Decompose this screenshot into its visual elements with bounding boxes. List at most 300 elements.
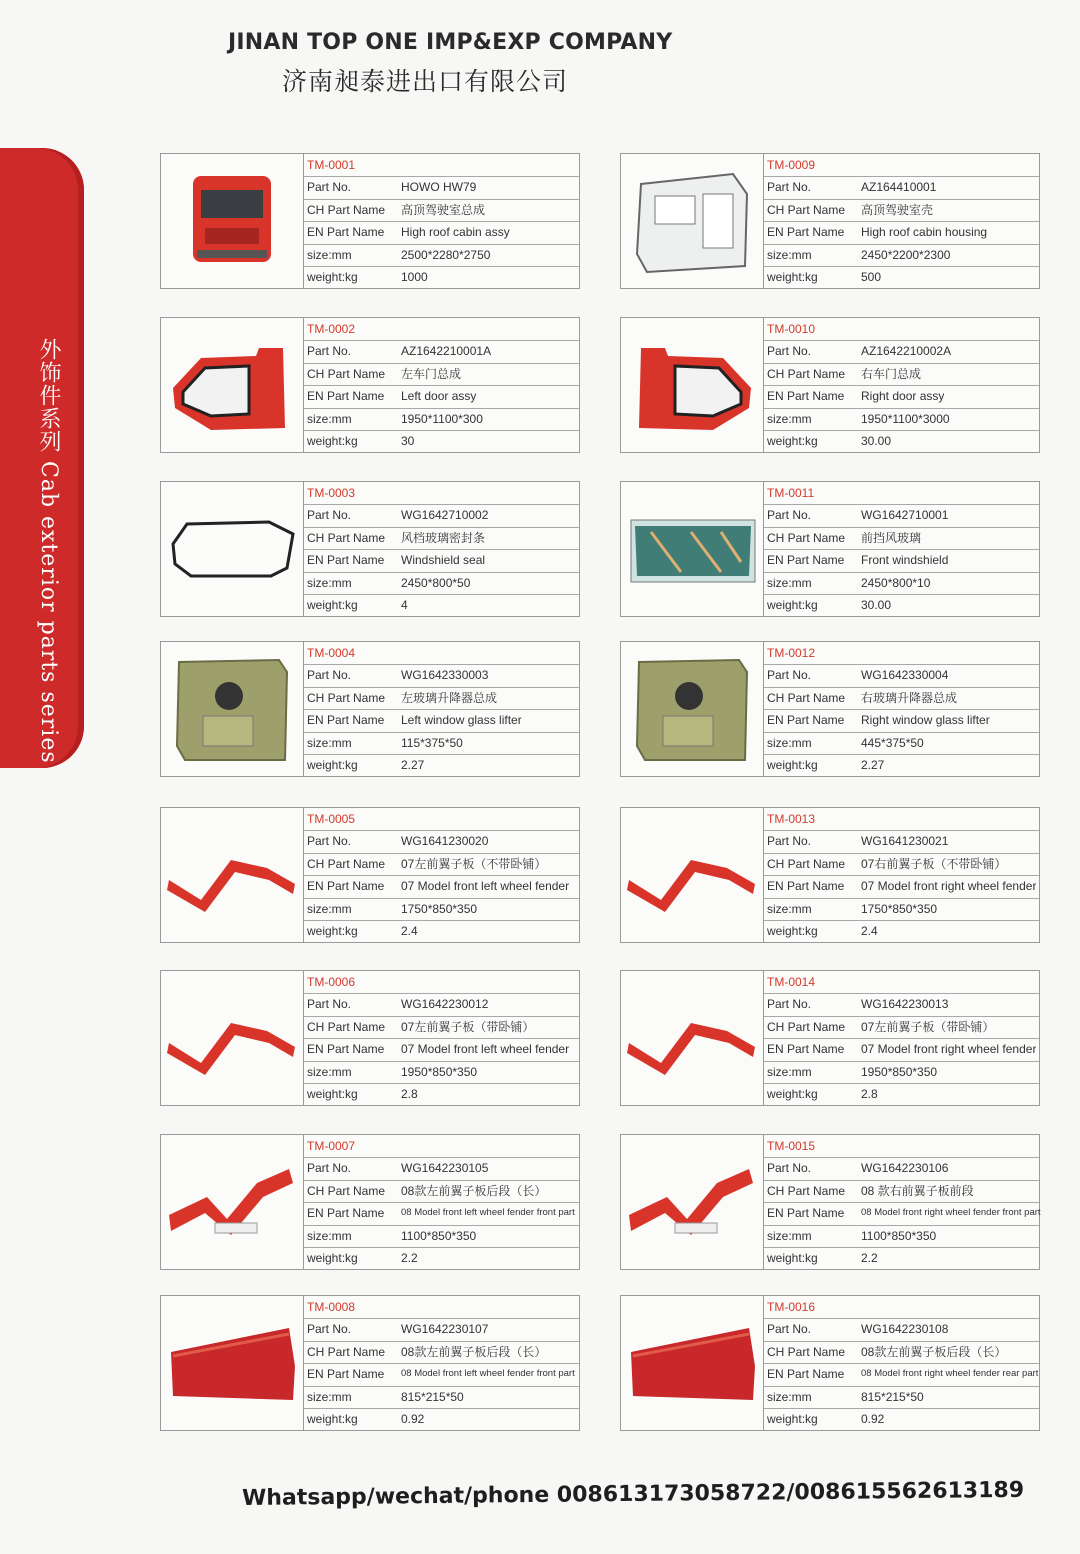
- spec-row: [304, 875, 579, 898]
- spec-value: 2.4: [401, 924, 418, 938]
- spec-value: 815*215*50: [861, 1389, 924, 1404]
- lifter-icon: [621, 642, 764, 776]
- part-code: TM-0007: [307, 1139, 356, 1153]
- spec-row: [764, 1061, 1039, 1084]
- spec-row: [764, 1038, 1039, 1061]
- left-door-icon: [161, 318, 304, 452]
- part-code-row: [304, 482, 579, 505]
- spec-label: CH Part Name: [307, 202, 386, 217]
- series-label: 外饰件系列 Cab exterior parts series: [36, 338, 61, 764]
- spec-label: CH Part Name: [307, 1344, 386, 1359]
- spec-row: [304, 527, 579, 550]
- fender-front-icon: [621, 1135, 764, 1269]
- part-spec-table: [764, 642, 1039, 776]
- spec-value: 1950*1100*3000: [861, 411, 950, 426]
- spec-row: [304, 1202, 579, 1225]
- seal-icon: [161, 482, 304, 616]
- spec-row: [304, 244, 579, 267]
- spec-row: [304, 920, 579, 942]
- part-code-row: [764, 642, 1039, 665]
- spec-value: AZ1642210001A: [401, 344, 492, 359]
- spec-label: Part No.: [307, 344, 352, 359]
- part-code-row: [304, 1135, 579, 1158]
- spec-label: size:mm: [307, 575, 352, 590]
- spec-value: High roof cabin assy: [401, 225, 510, 240]
- part-spec-table: [304, 1296, 579, 1430]
- spec-value: 07 Model front right wheel fender: [861, 1042, 1037, 1057]
- spec-row: [764, 898, 1039, 921]
- spec-value: WG1642230108: [861, 1322, 949, 1337]
- part-code: TM-0014: [767, 975, 816, 989]
- spec-row: [764, 853, 1039, 876]
- spec-row: [764, 664, 1039, 687]
- spec-value: AZ1642210002A: [861, 344, 952, 359]
- part-card: [160, 1295, 580, 1431]
- lifter-icon: [161, 642, 304, 776]
- spec-value: 500: [861, 270, 882, 284]
- part-code: TM-0011: [767, 486, 815, 500]
- spec-label: EN Part Name: [767, 225, 845, 240]
- spec-value: WG1641230020: [401, 834, 489, 849]
- part-code-row: [764, 154, 1039, 177]
- spec-label: size:mm: [307, 247, 352, 262]
- spec-value: 2.27: [861, 758, 885, 772]
- spec-label: CH Part Name: [307, 1019, 386, 1034]
- spec-value: 1100*850*350: [861, 1228, 937, 1243]
- part-spec-table: [764, 318, 1039, 452]
- part-code-row: [764, 482, 1039, 505]
- spec-value: 1950*1100*300: [401, 411, 483, 426]
- spec-row: [764, 709, 1039, 732]
- spec-value: 右车门总成: [861, 366, 922, 381]
- part-card: [620, 317, 1040, 453]
- spec-value: High roof cabin housing: [861, 225, 988, 240]
- spec-label: Part No.: [307, 834, 352, 849]
- spec-label: weight:kg: [767, 1412, 818, 1426]
- spec-row: [304, 732, 579, 755]
- spec-value: 07左前翼子板（带卧铺）: [401, 1019, 535, 1034]
- spec-label: weight:kg: [767, 1251, 818, 1265]
- spec-label: weight:kg: [307, 1087, 358, 1101]
- spec-row: [304, 385, 579, 408]
- spec-row: [764, 504, 1039, 527]
- spec-row: [304, 572, 579, 595]
- spec-label: EN Part Name: [307, 1367, 385, 1382]
- part-code: TM-0015: [767, 1139, 816, 1153]
- part-code: TM-0005: [307, 812, 356, 826]
- spec-row: [764, 1363, 1039, 1386]
- spec-label: size:mm: [767, 1228, 812, 1243]
- spec-row: [304, 363, 579, 386]
- part-spec-table: [764, 482, 1039, 616]
- part-code-row: [304, 971, 579, 994]
- spec-value: WG1641230021: [861, 834, 949, 849]
- spec-row: [764, 572, 1039, 595]
- spec-row: [764, 1318, 1039, 1341]
- spec-label: weight:kg: [307, 598, 358, 612]
- spec-label: CH Part Name: [767, 366, 846, 381]
- spec-label: EN Part Name: [767, 1206, 845, 1221]
- spec-row: [764, 687, 1039, 710]
- spec-label: CH Part Name: [307, 690, 386, 705]
- part-code-row: [764, 1296, 1039, 1319]
- spec-value: 815*215*50: [401, 1389, 464, 1404]
- spec-label: weight:kg: [307, 1251, 358, 1265]
- spec-row: [304, 898, 579, 921]
- spec-value: 2.4: [861, 924, 878, 938]
- part-card: [620, 481, 1040, 617]
- spec-label: Part No.: [307, 508, 352, 523]
- spec-row: [764, 549, 1039, 572]
- part-card: [160, 641, 580, 777]
- spec-value: WG1642710001: [861, 508, 949, 523]
- spec-row: [764, 430, 1039, 452]
- spec-value: 1950*850*350: [861, 1064, 938, 1079]
- spec-row: [764, 1386, 1039, 1409]
- spec-label: CH Part Name: [767, 690, 846, 705]
- spec-value: 0.92: [401, 1412, 425, 1426]
- spec-label: size:mm: [767, 247, 812, 262]
- spec-value: 2.8: [861, 1087, 878, 1101]
- part-code: TM-0008: [307, 1300, 356, 1314]
- spec-row: [304, 408, 579, 431]
- part-card: [160, 807, 580, 943]
- spec-value: 1000: [401, 270, 428, 284]
- spec-row: [764, 754, 1039, 776]
- spec-value: 07 Model front right wheel fender: [861, 879, 1037, 894]
- part-spec-table: [764, 971, 1039, 1105]
- spec-value: 08 Model front left wheel fender front part: [401, 1207, 575, 1219]
- spec-value: 07右前翼子板（不带卧铺）: [861, 856, 1007, 871]
- spec-label: weight:kg: [767, 924, 818, 938]
- spec-row: [304, 830, 579, 853]
- spec-row: [304, 664, 579, 687]
- spec-row: [304, 176, 579, 199]
- part-card: [160, 481, 580, 617]
- part-spec-table: [304, 1135, 579, 1269]
- spec-value: 2.2: [401, 1251, 418, 1265]
- company-name-en: JINAN TOP ONE IMP&EXP COMPANY: [228, 30, 673, 55]
- spec-value: 115*375*50: [401, 735, 463, 750]
- part-code-row: [304, 154, 579, 177]
- spec-value: 1750*850*350: [861, 901, 938, 916]
- spec-label: size:mm: [307, 901, 352, 916]
- spec-label: weight:kg: [767, 758, 818, 772]
- part-code: TM-0002: [307, 322, 356, 336]
- part-card: [620, 970, 1040, 1106]
- spec-row: [304, 199, 579, 222]
- part-spec-table: [304, 482, 579, 616]
- spec-row: [764, 920, 1039, 942]
- part-code: TM-0016: [767, 1300, 816, 1314]
- spec-row: [764, 1016, 1039, 1039]
- spec-row: [764, 830, 1039, 853]
- part-code-row: [304, 1296, 579, 1319]
- spec-label: Part No.: [767, 668, 812, 683]
- spec-row: [764, 1247, 1039, 1269]
- part-card: [620, 641, 1040, 777]
- spec-label: EN Part Name: [307, 879, 385, 894]
- spec-row: [304, 1363, 579, 1386]
- spec-row: [764, 1225, 1039, 1248]
- spec-value: Right window glass lifter: [861, 713, 990, 728]
- spec-row: [764, 221, 1039, 244]
- spec-label: EN Part Name: [767, 879, 845, 894]
- spec-value: WG1642230105: [401, 1161, 489, 1176]
- spec-value: 2500*2280*2750: [401, 247, 491, 262]
- spec-row: [304, 1061, 579, 1084]
- part-code-row: [764, 318, 1039, 341]
- spec-label: CH Part Name: [767, 1344, 846, 1359]
- spec-row: [304, 1180, 579, 1203]
- spec-label: Part No.: [307, 997, 352, 1012]
- spec-value: 左车门总成: [401, 366, 462, 381]
- part-card: [160, 317, 580, 453]
- company-name-cn: 济南昶泰进出口有限公司: [282, 67, 569, 96]
- spec-row: [304, 549, 579, 572]
- spec-label: Part No.: [767, 180, 812, 195]
- right-door-icon: [621, 318, 764, 452]
- spec-row: [304, 504, 579, 527]
- cabin-front-icon: [161, 154, 304, 288]
- part-spec-table: [764, 154, 1039, 288]
- spec-value: Front windshield: [861, 553, 949, 568]
- spec-label: CH Part Name: [767, 1183, 846, 1198]
- spec-value: 08 Model front right wheel fender front part: [861, 1207, 1041, 1219]
- part-spec-table: [764, 1135, 1039, 1269]
- spec-label: size:mm: [307, 1064, 352, 1079]
- spec-row: [304, 1016, 579, 1039]
- spec-row: [304, 340, 579, 363]
- spec-value: 0.92: [861, 1412, 885, 1426]
- spec-label: size:mm: [767, 411, 812, 426]
- spec-value: 2.8: [401, 1087, 418, 1101]
- spec-value: 2450*800*50: [401, 575, 471, 590]
- spec-row: [764, 732, 1039, 755]
- spec-value: 30.00: [861, 598, 892, 612]
- spec-row: [304, 1225, 579, 1248]
- spec-value: 2.2: [861, 1251, 878, 1265]
- part-card: [160, 1134, 580, 1270]
- spec-row: [304, 1247, 579, 1269]
- spec-label: Part No.: [767, 834, 812, 849]
- part-code-row: [764, 1135, 1039, 1158]
- spec-value: 左玻璃升降器总成: [401, 690, 498, 705]
- spec-row: [304, 1038, 579, 1061]
- spec-label: size:mm: [307, 735, 352, 750]
- spec-row: [764, 527, 1039, 550]
- part-code: TM-0009: [767, 158, 816, 172]
- spec-label: CH Part Name: [307, 856, 386, 871]
- spec-label: Part No.: [307, 1322, 352, 1337]
- spec-label: weight:kg: [767, 1087, 818, 1101]
- spec-label: CH Part Name: [307, 530, 386, 545]
- spec-value: 07左前翼子板（带卧铺）: [861, 1019, 995, 1034]
- spec-label: size:mm: [307, 1389, 352, 1404]
- spec-row: [304, 1083, 579, 1105]
- spec-label: size:mm: [307, 1228, 352, 1243]
- spec-label: Part No.: [767, 344, 812, 359]
- spec-row: [764, 594, 1039, 616]
- part-card: [620, 807, 1040, 943]
- part-spec-table: [304, 642, 579, 776]
- spec-label: EN Part Name: [307, 389, 385, 404]
- spec-label: CH Part Name: [767, 1019, 846, 1034]
- spec-value: WG1642230107: [401, 1322, 489, 1337]
- part-code-row: [764, 808, 1039, 831]
- spec-label: EN Part Name: [767, 713, 845, 728]
- spec-row: [764, 1083, 1039, 1105]
- part-spec-table: [304, 318, 579, 452]
- spec-label: EN Part Name: [767, 389, 845, 404]
- spec-label: EN Part Name: [307, 1042, 385, 1057]
- spec-label: weight:kg: [767, 434, 818, 448]
- spec-label: EN Part Name: [307, 713, 385, 728]
- fender-front-icon: [161, 1135, 304, 1269]
- spec-value: Left door assy: [401, 389, 477, 404]
- spec-label: CH Part Name: [307, 366, 386, 381]
- fender-rear-icon: [161, 1296, 304, 1430]
- spec-row: [764, 199, 1039, 222]
- spec-label: size:mm: [767, 901, 812, 916]
- part-card: [620, 1295, 1040, 1431]
- spec-row: [304, 687, 579, 710]
- part-spec-table: [304, 971, 579, 1105]
- spec-row: [764, 266, 1039, 288]
- spec-label: EN Part Name: [307, 225, 385, 240]
- fender-icon: [161, 971, 304, 1105]
- spec-row: [304, 993, 579, 1016]
- spec-label: EN Part Name: [307, 553, 385, 568]
- spec-value: 前挡风玻璃: [861, 530, 922, 545]
- spec-row: [304, 709, 579, 732]
- spec-row: [764, 993, 1039, 1016]
- spec-value: WG1642230106: [861, 1161, 949, 1176]
- spec-value: 08 Model front left wheel fender front part: [401, 1368, 575, 1380]
- spec-label: size:mm: [767, 1389, 812, 1404]
- cabin-shell-icon: [621, 154, 764, 288]
- spec-value: 08款左前翼子板后段（长）: [401, 1183, 547, 1198]
- spec-value: 风档玻璃密封条: [401, 530, 486, 545]
- spec-value: 08 款右前翼子板前段: [861, 1183, 974, 1198]
- spec-row: [764, 1341, 1039, 1364]
- part-code-row: [304, 318, 579, 341]
- spec-value: 高顶驾驶室壳: [861, 202, 934, 217]
- spec-value: 2450*2200*2300: [861, 247, 951, 262]
- spec-value: 07左前翼子板（不带卧铺）: [401, 856, 547, 871]
- spec-value: 07 Model front left wheel fender: [401, 879, 570, 894]
- spec-row: [764, 385, 1039, 408]
- spec-label: size:mm: [767, 575, 812, 590]
- spec-label: CH Part Name: [767, 202, 846, 217]
- spec-label: weight:kg: [307, 758, 358, 772]
- spec-row: [764, 176, 1039, 199]
- part-code: TM-0013: [767, 812, 816, 826]
- spec-value: WG1642330004: [861, 668, 949, 683]
- spec-row: [304, 1157, 579, 1180]
- spec-row: [304, 594, 579, 616]
- spec-value: Right door assy: [861, 389, 945, 404]
- spec-row: [304, 221, 579, 244]
- spec-value: 2.27: [401, 758, 425, 772]
- spec-value: WG1642330003: [401, 668, 489, 683]
- spec-value: 30: [401, 434, 415, 448]
- part-card: [160, 153, 580, 289]
- spec-value: Windshield seal: [401, 553, 486, 568]
- spec-value: Left window glass lifter: [401, 713, 522, 728]
- part-code: TM-0004: [307, 646, 356, 660]
- spec-row: [304, 1318, 579, 1341]
- spec-label: size:mm: [307, 411, 352, 426]
- spec-row: [764, 875, 1039, 898]
- spec-value: 高顶驾驶室总成: [401, 202, 486, 217]
- part-code: TM-0003: [307, 486, 356, 500]
- spec-value: WG1642230013: [861, 997, 949, 1012]
- spec-row: [304, 1408, 579, 1430]
- fender-icon: [621, 808, 764, 942]
- part-code: TM-0012: [767, 646, 816, 660]
- spec-label: CH Part Name: [767, 856, 846, 871]
- spec-row: [764, 1180, 1039, 1203]
- part-card: [620, 1134, 1040, 1270]
- spec-label: EN Part Name: [767, 1367, 845, 1382]
- spec-label: EN Part Name: [767, 553, 845, 568]
- spec-value: 07 Model front left wheel fender: [401, 1042, 570, 1057]
- spec-label: CH Part Name: [307, 1183, 386, 1198]
- spec-value: 4: [401, 598, 408, 612]
- part-code-row: [304, 808, 579, 831]
- spec-label: weight:kg: [307, 924, 358, 938]
- spec-value: 08 Model front right wheel fender rear part: [861, 1368, 1039, 1380]
- part-code-row: [764, 971, 1039, 994]
- spec-value: HOWO HW79: [401, 180, 477, 195]
- part-card: [160, 970, 580, 1106]
- part-code: TM-0001: [307, 158, 356, 172]
- part-spec-table: [764, 808, 1039, 942]
- spec-label: weight:kg: [307, 270, 358, 284]
- spec-row: [304, 1341, 579, 1364]
- spec-row: [304, 853, 579, 876]
- spec-label: weight:kg: [767, 598, 818, 612]
- spec-row: [764, 1202, 1039, 1225]
- spec-row: [764, 1408, 1039, 1430]
- spec-row: [764, 244, 1039, 267]
- spec-label: EN Part Name: [767, 1042, 845, 1057]
- spec-row: [764, 408, 1039, 431]
- spec-label: Part No.: [767, 997, 812, 1012]
- spec-value: 1950*850*350: [401, 1064, 478, 1079]
- spec-row: [304, 266, 579, 288]
- part-spec-table: [304, 808, 579, 942]
- part-code-row: [304, 642, 579, 665]
- spec-row: [304, 754, 579, 776]
- spec-label: size:mm: [767, 1064, 812, 1079]
- spec-value: 2450*800*10: [861, 575, 931, 590]
- spec-label: EN Part Name: [307, 1206, 385, 1221]
- spec-value: 1750*850*350: [401, 901, 478, 916]
- spec-value: 右玻璃升降器总成: [861, 690, 958, 705]
- spec-row: [764, 363, 1039, 386]
- spec-value: WG1642230012: [401, 997, 489, 1012]
- part-spec-table: [304, 154, 579, 288]
- spec-label: weight:kg: [307, 1412, 358, 1426]
- spec-label: size:mm: [767, 735, 812, 750]
- fender-icon: [621, 971, 764, 1105]
- spec-row: [764, 340, 1039, 363]
- spec-label: Part No.: [307, 180, 352, 195]
- spec-row: [304, 1386, 579, 1409]
- spec-label: CH Part Name: [767, 530, 846, 545]
